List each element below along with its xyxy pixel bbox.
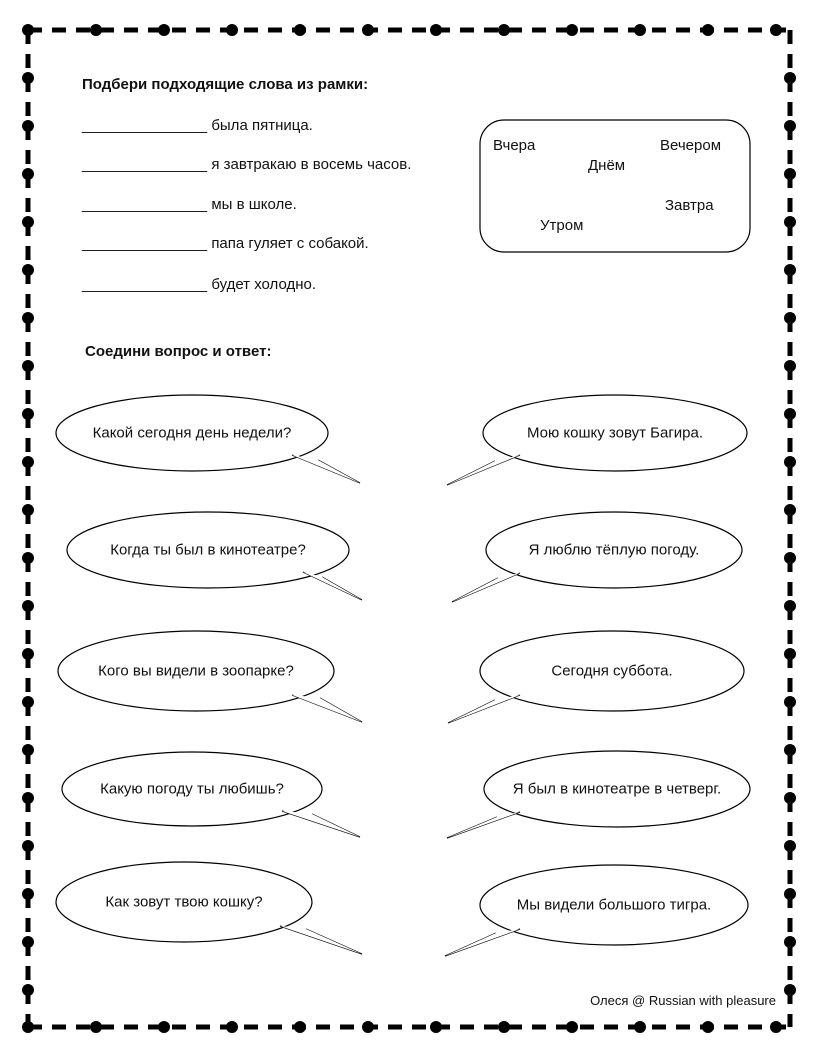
blank-line: _______________	[82, 196, 208, 213]
answer-bubble-text: Мы видели большого тигра.	[516, 896, 712, 914]
sentence-4: _______________ папа гуляет с собакой.	[82, 235, 369, 252]
word-option: Завтра	[665, 197, 714, 214]
word-option: Утром	[540, 217, 584, 234]
sentence-2: _______________ я завтракаю в восемь часов.	[82, 156, 412, 173]
answer-bubble-text: Мою кошку зовут Багира.	[526, 424, 704, 442]
sentence-1: _______________ была пятница.	[82, 117, 313, 134]
question-bubble-text: Когда ты был в кинотеатре?	[110, 541, 306, 559]
sentence-5: _______________ будет холодно.	[82, 276, 317, 293]
word-option: Вечером	[660, 137, 722, 154]
blank-line: _______________	[82, 156, 208, 173]
answer-bubble-text: Я был в кинотеатре в четверг.	[512, 780, 722, 798]
word-option: Вчера	[493, 137, 536, 154]
question-bubble-text: Какой сегодня день недели?	[92, 424, 292, 442]
exercise1-heading: Подбери подходящие слова из рамки:	[82, 76, 369, 93]
question-bubble-text: Как зовут твою кошку?	[105, 893, 263, 911]
word-option: Днём	[588, 157, 626, 174]
blank-line: _______________	[82, 117, 208, 134]
credit-line: Олеся @ Russian with pleasure	[590, 993, 776, 1008]
answer-bubble-text: Я люблю тёплую погоду.	[528, 541, 700, 559]
question-bubble-text: Какую погоду ты любишь?	[100, 780, 284, 798]
answer-bubble-text: Сегодня суббота.	[551, 662, 673, 680]
blank-line: _______________	[82, 235, 208, 252]
exercise2-heading: Соедини вопрос и ответ:	[85, 343, 272, 360]
sentence-3: _______________ мы в школе.	[82, 196, 297, 213]
question-bubble-text: Кого вы видели в зоопарке?	[98, 662, 294, 680]
blank-line: _______________	[82, 276, 208, 293]
